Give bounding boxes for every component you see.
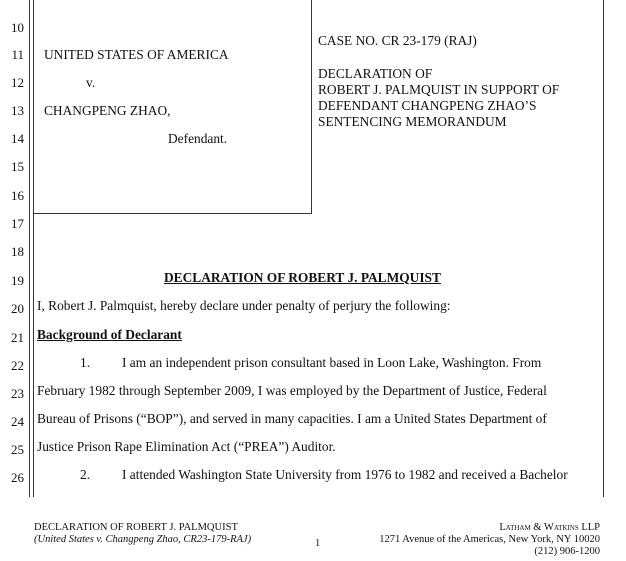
- paragraph-number: 2.: [80, 467, 91, 482]
- declaration-heading: DECLARATION OF ROBERT J. PALMQUIST: [164, 270, 441, 285]
- plaintiff-name: UNITED STATES OF AMERICA: [44, 47, 229, 62]
- line-number: 26: [11, 470, 24, 485]
- left-margin-rule-outer: [29, 0, 30, 497]
- left-margin-rule-inner: [33, 0, 34, 497]
- caption-bottom-rule: [34, 213, 312, 214]
- intro-line: I, Robert J. Palmquist, hereby declare under penalty of perjury the following:: [37, 298, 451, 313]
- footer-case-caption: (United States v. Changpeng Zhao, CR23-179-RAJ): [34, 534, 252, 545]
- document-title-line: DECLARATION OF: [318, 66, 433, 81]
- paragraph-line: I am an independent prison consultant based in Loon Lake, Washington. From: [122, 355, 542, 370]
- versus-label: v.: [86, 75, 96, 90]
- line-number: 20: [11, 301, 24, 316]
- line-number: 13: [11, 103, 24, 118]
- line-number: 23: [11, 386, 24, 401]
- line-number: 15: [11, 159, 24, 174]
- document-title-line: ROBERT J. PALMQUIST IN SUPPORT OF: [318, 82, 560, 97]
- line-number: 11: [11, 47, 24, 62]
- document-title-line: DEFENDANT CHANGPENG ZHAO’S: [318, 98, 537, 113]
- paragraph-line: I attended Washington State University from 1976 to 1982 and received a Bachelor: [122, 467, 568, 482]
- document-title-line: SENTENCING MEMORANDUM: [318, 114, 507, 129]
- line-number: 18: [11, 244, 24, 259]
- line-number: 14: [11, 131, 24, 146]
- caption-divider: [311, 0, 312, 213]
- defendant-name: CHANGPENG ZHAO,: [44, 103, 171, 118]
- line-number: 22: [11, 358, 24, 373]
- defendant-label: Defendant.: [168, 131, 228, 146]
- firm-name: Latham & Watkins LLP: [499, 522, 600, 533]
- line-number: 16: [11, 188, 24, 203]
- case-number: CASE NO. CR 23-179 (RAJ): [318, 33, 477, 48]
- right-margin-rule: [603, 0, 604, 497]
- footer-title: DECLARATION OF ROBERT J. PALMQUIST: [34, 522, 238, 533]
- page-number: 1: [315, 538, 321, 549]
- firm-phone: (212) 906-1200: [534, 546, 600, 557]
- paragraph-number: 1.: [80, 355, 91, 370]
- paragraph-line: Justice Prison Rape Elimination Act (“PREA”) Auditor.: [37, 439, 336, 454]
- line-number: 10: [11, 20, 24, 35]
- line-number: 19: [11, 273, 24, 288]
- firm-address: 1271 Avenue of the Americas, New York, NY 10020: [379, 534, 600, 545]
- section-heading: Background of Declarant: [37, 327, 182, 342]
- line-number: 12: [11, 75, 24, 90]
- line-number: 25: [11, 442, 24, 457]
- line-number: 24: [11, 414, 24, 429]
- paragraph-line: Bureau of Prisons (“BOP”), and served in many capacities. I am a United States Department of: [37, 411, 547, 426]
- line-number: 21: [11, 330, 24, 345]
- paragraph-line: February 1982 through September 2009, I was employed by the Department of Justice, Federal: [37, 383, 547, 398]
- line-number: 17: [11, 216, 24, 231]
